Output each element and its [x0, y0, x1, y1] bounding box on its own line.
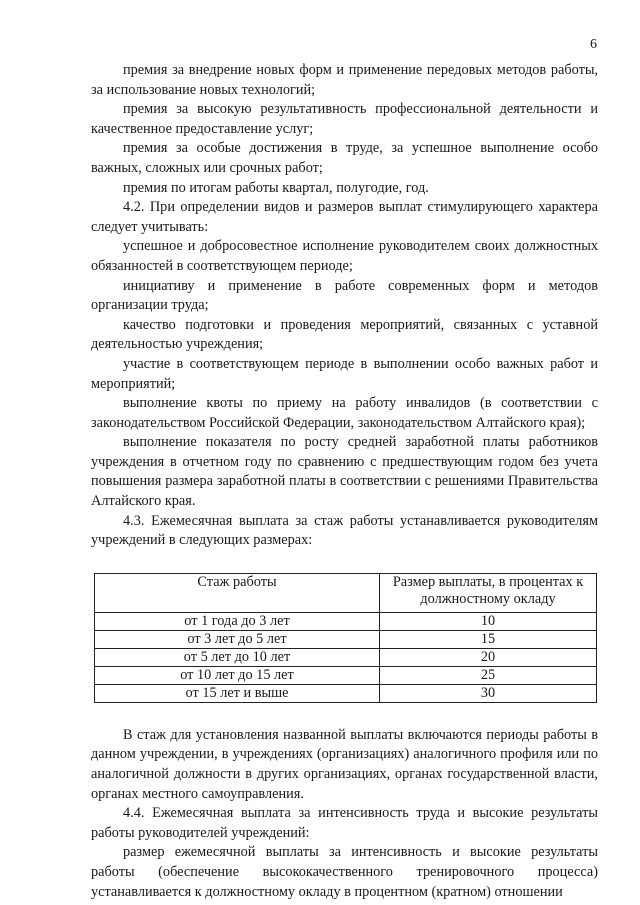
table-row [95, 612, 597, 630]
paragraph: выполнение квоты по приему на работу инвалидов (в соответствии с законодательством Российской Федерации, законодательством Алтайского края); [91, 395, 598, 431]
section-4-3: 4.3. Ежемесячная выплата за стаж работы устанавливается руководителям учреждений в следующих размерах: [91, 512, 598, 549]
table-header: Стаж работы [95, 573, 380, 612]
table-cell: от 10 лет до 15 лет [95, 666, 380, 684]
paragraph: премия за высокую результативность профессиональной деятельности и качественное предоставление услуг; [91, 101, 598, 137]
section-4-4: 4.4. Ежемесячная выплата за интенсивность труда и высокие результаты работы руководителей учреждений: [91, 805, 598, 841]
paragraph: В стаж для установления названной выплаты включаются периоды работы в данном учреждении, в учреждениях (организациях) аналогичного профиля или по аналогичной должности в других организациях, органах государственной власти, органах местного самоуправления. [91, 726, 598, 802]
table-cell: 30 [380, 684, 597, 702]
paragraph: участие в соответствующем периоде в выполнении особо важных работ и мероприятий; [91, 355, 598, 392]
seniority-table [94, 573, 597, 703]
table-cell: 15 [380, 630, 597, 648]
paragraph: инициативу и применение в работе современных форм и методов организации труда; [91, 277, 598, 314]
table-cell: 10 [380, 612, 597, 630]
paragraph: выполнение показателя по росту средней заработной платы работников учреждения в отчетном году по сравнению с предшествующим годом без учета повышения размера заработной платы в соответствии с решениями Правительства Алтайского края. [91, 434, 598, 510]
table-header: Размер выплаты, в процентах к должностному окладу [380, 573, 597, 612]
table-cell: от 1 года до 3 лет [95, 612, 380, 630]
paragraph: премия за особые достижения в труде, за успешное выполнение особо важных, сложных или срочных работ; [91, 140, 598, 176]
table-cell: от 3 лет до 5 лет [95, 630, 380, 648]
table-row [95, 648, 597, 666]
table-cell: 25 [380, 666, 597, 684]
page-number: 6 [590, 37, 597, 52]
document-body [91, 61, 598, 902]
paragraph: размер ежемесячной выплаты за интенсивность и высокие результаты работы (обеспечение высококачественного тренировочного процесса) устанавливается к должностному окладу в процентном (кратном) отношении [91, 844, 598, 900]
paragraph: премия по итогам работы квартал, полугодие, год. [123, 179, 429, 196]
table-cell: 20 [380, 648, 597, 666]
section-4-2: 4.2. При определении видов и размеров выплат стимулирующего характера следует учитывать: [91, 199, 598, 235]
paragraph: успешное и добросовестное исполнение руководителем своих должностных обязанностей в соответствующем периоде; [91, 238, 598, 274]
table-header-row [95, 573, 597, 612]
table-row [95, 666, 597, 684]
paragraph: качество подготовки и проведения мероприятий, связанных с уставной деятельностью учреждения; [91, 316, 598, 353]
table-cell: от 5 лет до 10 лет [95, 648, 380, 666]
table-cell: от 15 лет и выше [95, 684, 380, 702]
table-row [95, 684, 597, 702]
paragraph: премия за внедрение новых форм и применение передовых методов работы, за использование новых технологий; [91, 62, 598, 98]
table-row [95, 630, 597, 648]
